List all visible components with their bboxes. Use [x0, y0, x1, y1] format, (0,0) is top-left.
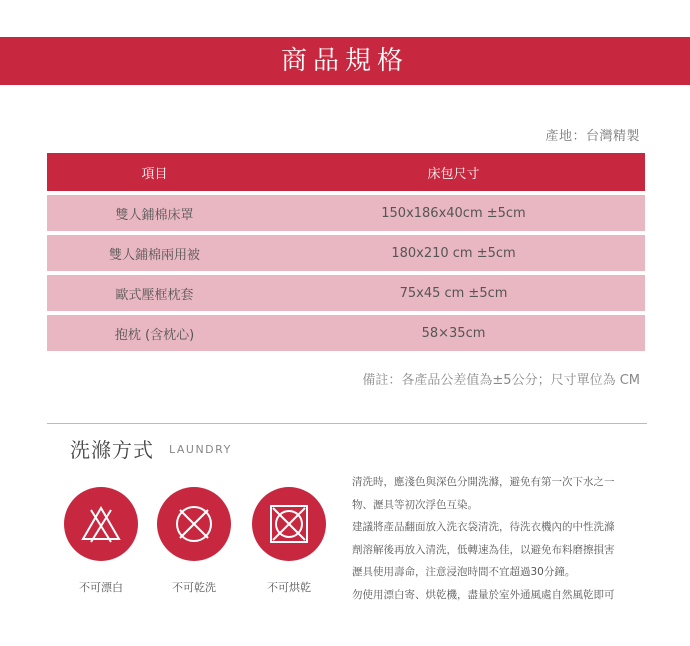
laundry-title: 洗滌方式	[70, 438, 154, 462]
page-title: 商品規格	[280, 46, 409, 76]
size-cell: 150x186x40cm ±5cm	[262, 195, 645, 231]
tolerance-note: 備註：各產品公差值為±5公分；尺寸單位為 CM	[362, 373, 640, 388]
laundry-instructions	[352, 471, 642, 607]
size-cell: 58×35cm	[262, 315, 645, 351]
no-tumble-dry-icon	[252, 487, 326, 561]
instruction-line: 劑溶解後再放入清洗，低轉速為佳，以避免布料磨擦損害	[352, 543, 615, 556]
instruction-line: 物、瀝具等初次浮色互染。	[352, 498, 478, 511]
no-dry-clean-icon	[157, 487, 231, 561]
table-row	[47, 315, 645, 351]
item-cell: 雙人鋪棉床罩	[47, 195, 262, 231]
size-cell: 75x45 cm ±5cm	[262, 275, 645, 311]
table-header-row	[47, 153, 645, 191]
instruction-line: 瀝具使用壽命，注意浸泡時間不宜超過30分鐘。	[352, 566, 576, 579]
instruction-line: 清洗時，應淺色與深色分開洗滌，避免有第一次下水之一	[352, 476, 615, 488]
instruction-line: 建議將產品翻面放入洗衣袋清洗，待洗衣機內的中性洗滌	[352, 521, 615, 534]
item-cell: 抱枕 (含枕心)	[47, 315, 262, 351]
item-cell: 歐式壓框枕套	[47, 275, 262, 311]
instruction-line: 勿使用漂白寄、烘乾機，盡量於室外通風處自然風乾即可	[352, 588, 615, 601]
no-dry-clean-label: 不可乾洗	[172, 581, 216, 594]
origin-label: 產地：台灣精製	[545, 129, 640, 144]
table-row	[47, 235, 645, 271]
no-bleach-label: 不可漂白	[79, 581, 123, 594]
item-cell: 雙人鋪棉兩用被	[47, 235, 262, 271]
size-cell: 180x210 cm ±5cm	[262, 235, 645, 271]
page-title-banner	[0, 37, 690, 85]
table-row	[47, 275, 645, 311]
no-tumble-dry-label: 不可烘乾	[267, 581, 311, 594]
section-divider	[47, 423, 647, 424]
table-row	[47, 195, 645, 231]
laundry-subtitle: LAUNDRY	[169, 443, 232, 456]
spec-table	[47, 149, 645, 355]
column-header-item: 項目	[47, 153, 262, 191]
no-bleach-icon	[64, 487, 138, 561]
column-header-size: 床包尺寸	[262, 153, 645, 191]
